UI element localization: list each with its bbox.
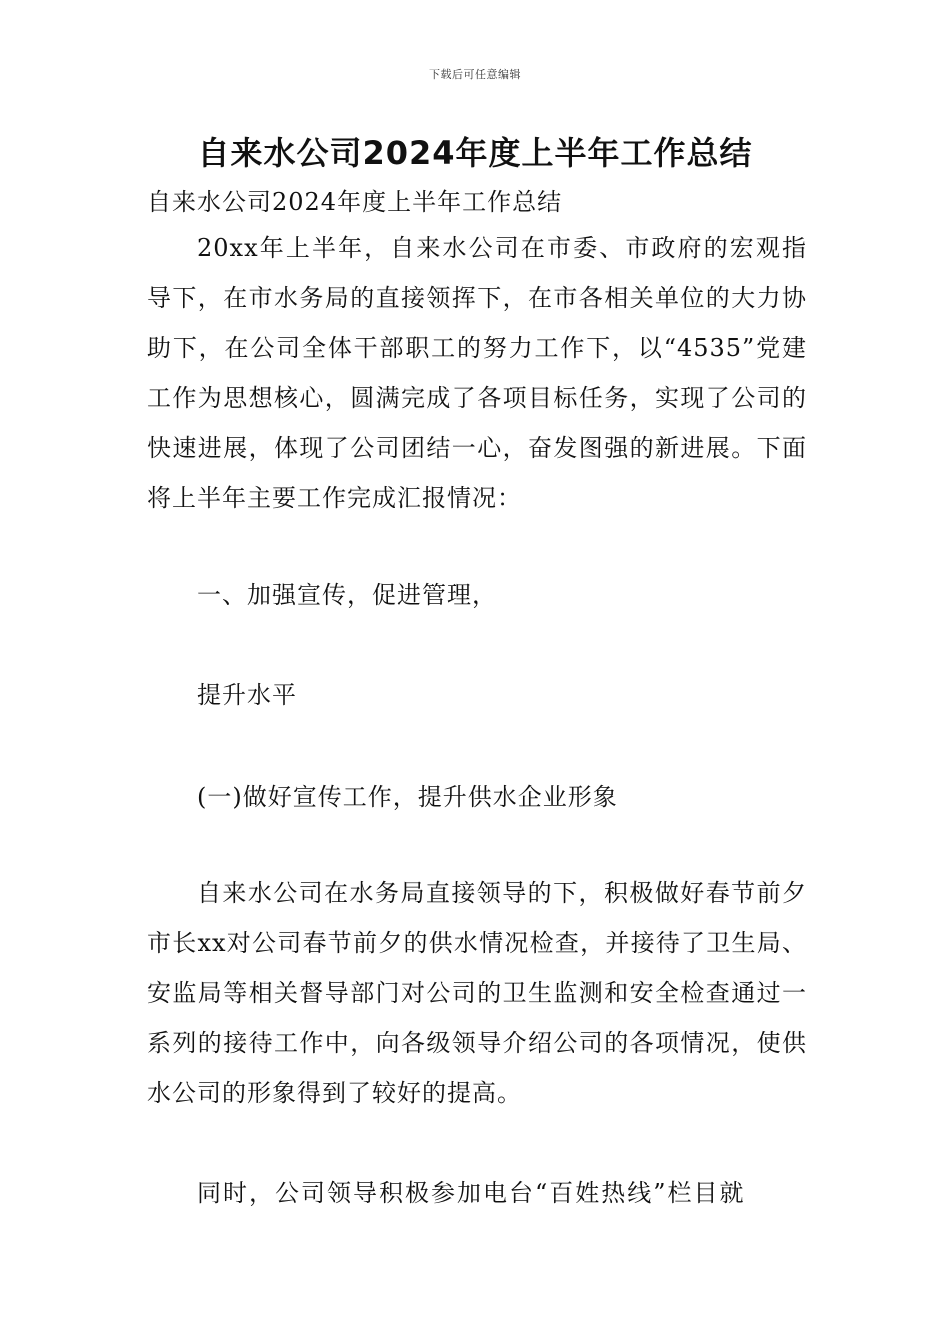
- section-heading-1-continued: 提升水平: [197, 681, 297, 709]
- body-paragraph-3: 同时，公司领导积极参加电台“百姓热线”栏目就: [197, 1179, 746, 1207]
- intro-paragraph: 20xx年上半年，自来水公司在市委、市政府的宏观指导下，在市水务局的直接领挥下，在市各相关单位的大力协助下，在公司全体干部职工的努力工作下，以“4535”党建工作为思想核心，圆满完成了各项目标任务，实现了公司的快速进展，体现了公司团结一心，奋发图强的新进展。下面将上半年主要工作完成汇报情况：: [147, 234, 807, 512]
- document-subtitle: 自来水公司2024年度上半年工作总结: [147, 188, 563, 216]
- section-heading-1: 一、加强宣传，促进管理，: [197, 581, 497, 609]
- subsection-heading-1-1: (一)做好宣传工作，提升供水企业形象: [197, 783, 618, 811]
- document-title: 自来水公司2024年度上半年工作总结: [197, 134, 753, 172]
- body-paragraph-2: 自来水公司在水务局直接领导的下，积极做好春节前夕市长xx对公司春节前夕的供水情况检查，并接待了卫生局、安监局等相关督导部门对公司的卫生监测和安全检查通过一系列的接待工作中，向各级领导介绍公司的各项情况，使供水公司的形象得到了较好的提高。: [147, 879, 807, 1107]
- header-note: 下载后可任意编辑: [429, 68, 521, 81]
